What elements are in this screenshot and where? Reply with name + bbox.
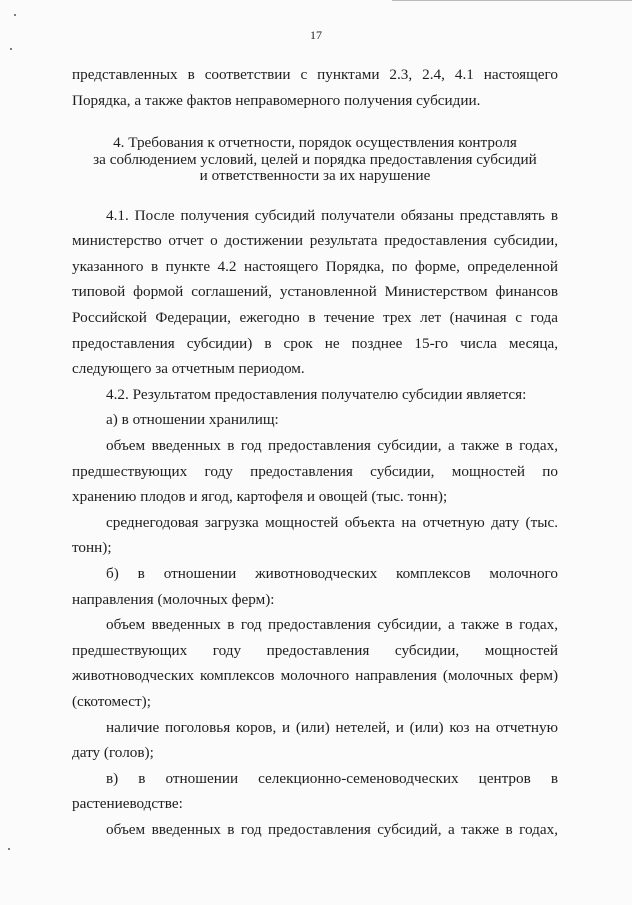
item-c: в) в отношении селекционно-семеноводческих центров в растениеводстве: — [72, 769, 558, 813]
item-b-text-2: наличие поголовья коров, и (или) нетелей, и (или) коз на отчетную дату (голов); — [72, 718, 558, 762]
page-number: 17 — [310, 28, 322, 42]
document-body — [72, 62, 558, 843]
item-a-text-1: объем введенных в год предоставления субсидии, а также в годах, предшествующих году предоставления субсидии, мощностей по хранению плодов и ягод, картофеля и овощей (тыс. тонн); — [72, 437, 558, 506]
heading-line-2: за соблюдением условий, целей и порядка предоставления субсидий — [93, 150, 537, 168]
scan-speck — [10, 48, 12, 50]
item-a-text-2: среднегодовая загрузка мощностей объекта на отчетную дату (тыс. тонн); — [72, 513, 558, 557]
item-b-text-1: объем введенных в год предоставления субсидии, а также в годах, предшествующих году предоставления субсидии, мощностей животноводческих комплексов молочного направления (молочных ферм) (скотомест); — [72, 616, 558, 710]
paragraph-4-2: 4.2. Результатом предоставления получателю субсидии является: — [106, 385, 527, 403]
item-a: а) в отношении хранилищ: — [106, 411, 279, 429]
heading-line-1: 4. Требования к отчетности, порядок осуществления контроля — [113, 134, 517, 152]
item-c-text-1: объем введенных в год предоставления субсидий, а также в годах, — [106, 820, 558, 838]
paragraph-4-1: 4.1. После получения субсидий получатели обязаны представлять в министерство отчет о достижении результата предоставления субсидии, указанного в пункте 4.2 настоящего Порядка, по форме, определенной типовой формой соглашений, установленной Министерством финансов Российской Федерации, ежегодно в течение трех лет (начиная с года предоставления субсидии) в срок не позднее 15-го числа месяца, следующего за отчетным периодом. — [72, 206, 558, 378]
section-heading — [72, 135, 558, 185]
paragraph-continuation: представленных в соответствии с пунктами 2.3, 2.4, 4.1 настоящего Порядка, а также фактов неправомерного получения субсидии. — [72, 66, 558, 109]
scan-speck — [8, 848, 10, 850]
scan-edge-line — [392, 0, 632, 1]
item-b: б) в отношении животноводческих комплексов молочного направления (молочных ферм): — [72, 565, 558, 608]
heading-line-3: и ответственности за их нарушение — [199, 167, 431, 185]
scan-speck — [14, 14, 16, 16]
